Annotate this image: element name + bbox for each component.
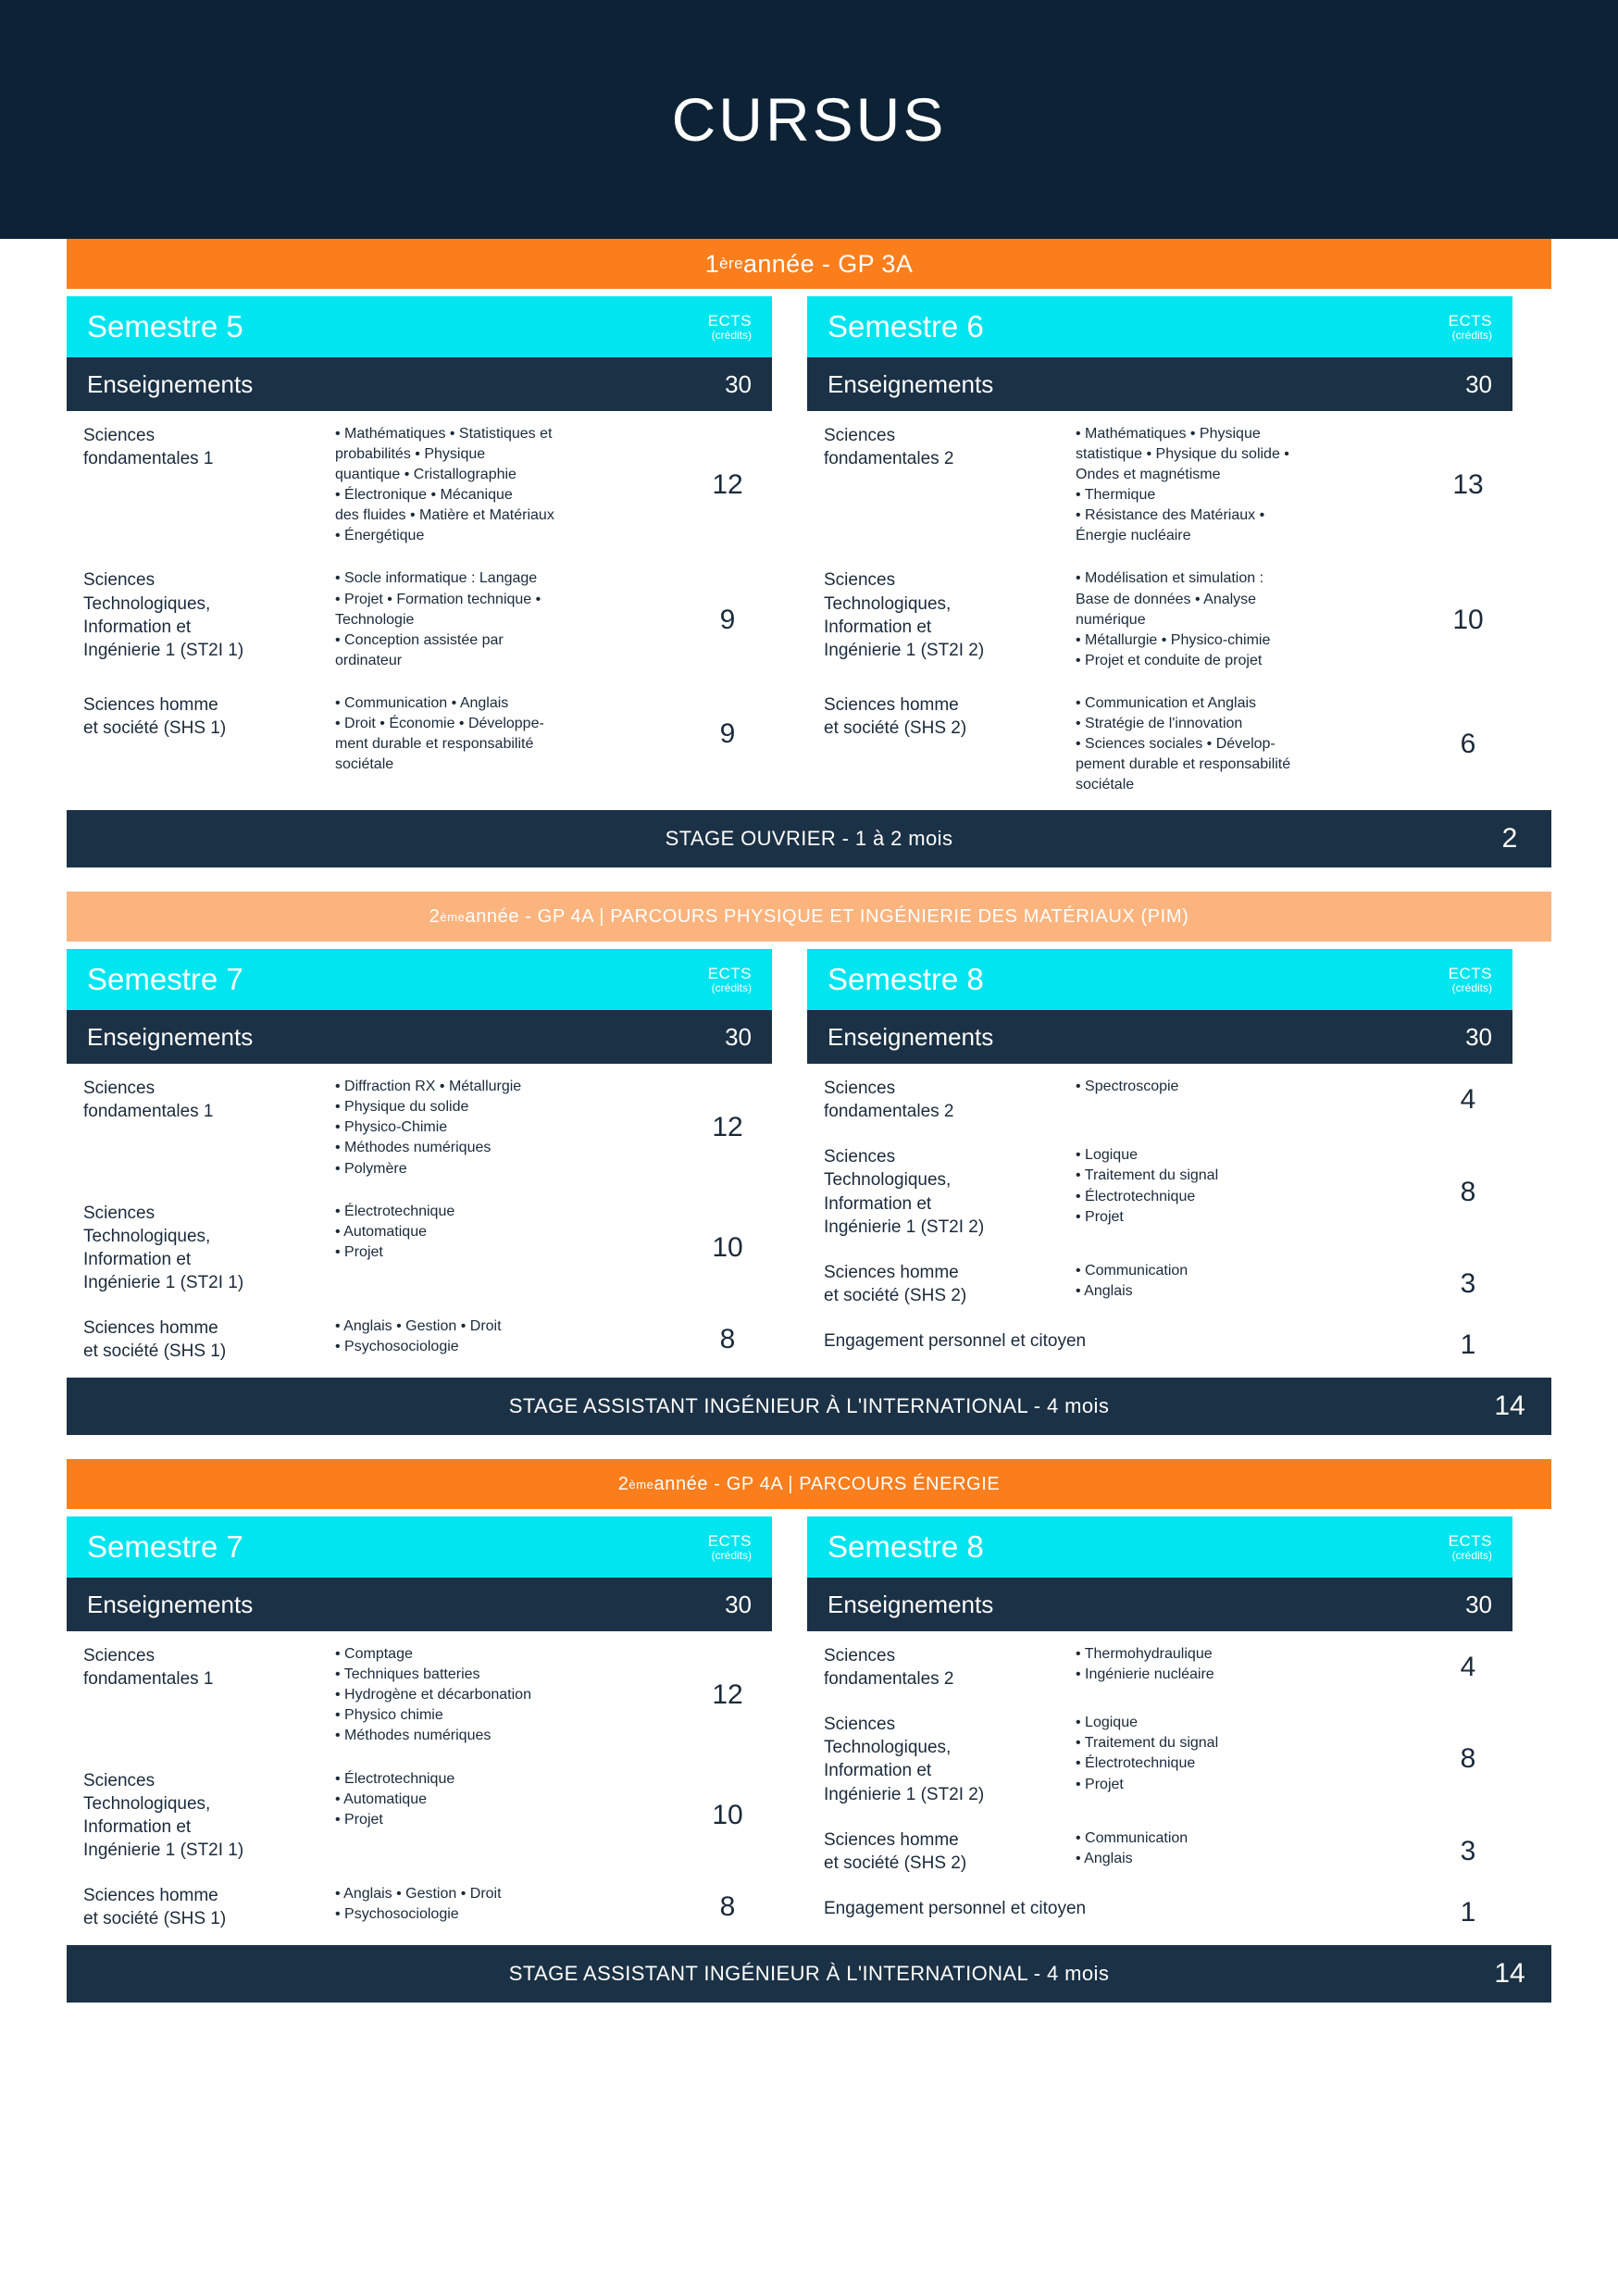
table-row xyxy=(807,1316,1512,1370)
year-banner-number: 2 xyxy=(429,905,441,927)
course-rows xyxy=(67,1631,772,1940)
teachings-total: 30 xyxy=(725,1022,752,1051)
table-row xyxy=(67,1304,772,1372)
course-category: Sciences fondamentales 2 xyxy=(824,426,954,469)
table-row xyxy=(67,1189,772,1304)
ects-label xyxy=(708,1533,752,1561)
course-rows xyxy=(807,1631,1512,1938)
teachings-label: Enseignements xyxy=(87,1590,254,1618)
stage-bar xyxy=(67,1945,1551,2003)
course-category: Sciences homme et société (SHS 2) xyxy=(824,1829,967,1873)
course-category: Sciences fondamentales 2 xyxy=(824,1646,954,1690)
teachings-header xyxy=(67,357,772,411)
semester-title: Semestre 5 xyxy=(87,309,243,343)
course-credits: 3 xyxy=(1460,1835,1476,1866)
course-credits: 12 xyxy=(712,1679,743,1711)
course-credits: 10 xyxy=(1452,604,1484,635)
stage-label: STAGE OUVRIER - 1 à 2 mois xyxy=(665,827,953,851)
semester-title: Semestre 8 xyxy=(828,1529,984,1565)
course-credits: 8 xyxy=(1460,1743,1476,1775)
table-row xyxy=(807,1816,1512,1884)
course-details: • Électrotechnique • Automatique • Projet xyxy=(335,1203,455,1260)
teachings-label: Enseignements xyxy=(828,1022,994,1051)
teachings-total: 30 xyxy=(1465,1590,1492,1618)
table-row xyxy=(807,680,1512,805)
course-category: Engagement personnel et citoyen xyxy=(824,1898,1087,1918)
course-credits: 12 xyxy=(712,1112,743,1143)
semester-title: Semestre 6 xyxy=(828,309,984,343)
table-row xyxy=(67,1756,772,1871)
course-category: Sciences fondamentales 1 xyxy=(83,1079,214,1122)
ects-label xyxy=(1449,313,1492,341)
ects-label-line1: ECTS xyxy=(707,1531,752,1550)
stage-credits: 2 xyxy=(1501,823,1518,855)
teachings-total: 30 xyxy=(1465,369,1492,398)
teachings-total: 30 xyxy=(725,369,752,398)
course-details: • Thermohydraulique • Ingénierie nucléaire xyxy=(1076,1646,1214,1683)
course-credits: 3 xyxy=(1460,1267,1476,1299)
teachings-label: Enseignements xyxy=(87,1022,254,1051)
course-category: Sciences Technologiques, Information et Ingénierie 1 (ST2I 1) xyxy=(83,570,244,660)
course-credits: 10 xyxy=(712,1799,743,1830)
semester-columns-2 xyxy=(67,1516,1551,1940)
course-details: • Modélisation et simulation : Base de données • Analyse numérique • Métallurgie • Physico-chimie • Projet et conduite de projet xyxy=(1076,570,1271,668)
table-row xyxy=(807,1884,1512,1938)
course-category: Sciences Technologiques, Information et Ingénierie 1 (ST2I 2) xyxy=(824,1147,985,1237)
course-details: • Comptage • Techniques batteries • Hydrogène et décarbonation • Physico chimie • Méthodes numériques xyxy=(335,1646,531,1744)
semester-title: Semestre 8 xyxy=(828,962,984,997)
course-details: • Communication et Anglais • Stratégie de l'innovation • Sciences sociales • Dévelop- pement durable et responsabilité sociétale xyxy=(1076,694,1291,793)
course-credits: 4 xyxy=(1460,1084,1476,1116)
course-category: Sciences Technologiques, Information et Ingénierie 1 (ST2I 1) xyxy=(83,1203,244,1292)
semester-header xyxy=(807,296,1512,357)
semester-header xyxy=(67,296,772,357)
page-title: CURSUS xyxy=(671,85,947,154)
table-row xyxy=(67,1871,772,1940)
course-credits: 13 xyxy=(1452,469,1484,501)
course-category: Sciences homme et société (SHS 2) xyxy=(824,694,967,738)
ects-label-line1: ECTS xyxy=(1448,311,1492,330)
course-credits: 9 xyxy=(719,604,736,635)
table-row xyxy=(807,1700,1512,1815)
stage-bar xyxy=(67,1378,1551,1435)
course-rows xyxy=(67,1064,772,1372)
course-category: Sciences homme et société (SHS 1) xyxy=(83,1317,227,1362)
course-rows xyxy=(807,411,1512,805)
page-header xyxy=(0,0,1618,239)
teachings-label: Enseignements xyxy=(87,369,254,398)
ects-label-line2: (crédits) xyxy=(1451,1548,1492,1562)
semester-header xyxy=(807,949,1512,1010)
sections-container xyxy=(0,239,1618,2003)
course-credits: 1 xyxy=(1460,1329,1476,1360)
year-banner-number: 1 xyxy=(704,249,720,278)
ects-label-line2: (crédits) xyxy=(711,980,752,994)
course-rows xyxy=(807,1064,1512,1370)
semester-title: Semestre 7 xyxy=(87,962,243,997)
ects-label-line2: (crédits) xyxy=(1451,328,1492,342)
table-row xyxy=(67,555,772,680)
ects-label xyxy=(1449,966,1492,993)
course-credits: 9 xyxy=(719,718,736,750)
table-row xyxy=(67,680,772,784)
teachings-total: 30 xyxy=(1465,1022,1492,1051)
table-row xyxy=(807,1132,1512,1247)
course-credits: 8 xyxy=(719,1890,736,1922)
ects-label-line2: (crédits) xyxy=(711,328,752,342)
semester-column xyxy=(807,296,1512,805)
semester-column xyxy=(67,949,772,1372)
year-banner-number: 2 xyxy=(617,1473,629,1494)
stage-bar xyxy=(67,810,1551,867)
ects-label-line2: (crédits) xyxy=(1451,980,1492,994)
year-banner-label: année - GP 4A | PARCOURS PHYSIQUE ET INGÉNIERIE DES MATÉRIAUX (PIM) xyxy=(465,905,1189,927)
course-credits: 10 xyxy=(712,1231,743,1263)
course-details: • Spectroscopie xyxy=(1076,1079,1179,1095)
year-banner-2 xyxy=(67,1459,1551,1509)
table-row xyxy=(807,1631,1512,1700)
stage-label: STAGE ASSISTANT INGÉNIEUR À L'INTERNATIONAL - 4 mois xyxy=(508,1394,1110,1418)
section-spacer xyxy=(67,1435,1551,1459)
year-banner-exponent: ème xyxy=(440,909,466,924)
stage-credits: 14 xyxy=(1494,1957,1525,1989)
year-banner-exponent: ème xyxy=(629,1477,654,1491)
course-category: Sciences fondamentales 1 xyxy=(83,1646,214,1690)
stage-label: STAGE ASSISTANT INGÉNIEUR À L'INTERNATIONAL - 4 mois xyxy=(508,1961,1110,1985)
course-category: Sciences Technologiques, Information et Ingénierie 1 (ST2I 2) xyxy=(824,570,985,660)
ects-label-line2: (crédits) xyxy=(711,1548,752,1562)
teachings-header xyxy=(67,1010,772,1064)
course-credits: 4 xyxy=(1460,1652,1476,1683)
course-rows xyxy=(67,411,772,784)
semester-title: Semestre 7 xyxy=(87,1529,243,1565)
table-row xyxy=(807,1064,1512,1132)
course-details: • Mathématiques • Physique statistique • Physique du solide • Ondes et magnétisme • Thermique • Résistance des Matériaux • Énergie nucléaire xyxy=(1076,426,1289,544)
course-details: • Communication • Anglais xyxy=(1076,1262,1189,1299)
course-credits: 6 xyxy=(1460,729,1476,760)
course-credits: 8 xyxy=(1460,1176,1476,1207)
table-row xyxy=(67,411,772,555)
course-credits: 1 xyxy=(1460,1896,1476,1928)
stage-credits: 14 xyxy=(1494,1391,1525,1422)
course-category: Sciences homme et société (SHS 1) xyxy=(83,694,227,738)
course-details: • Socle informatique : Langage • Projet • Formation technique • Technologie • Conception assistée par ordinateur xyxy=(335,570,541,668)
ects-label-line1: ECTS xyxy=(1448,1531,1492,1550)
semester-columns-0 xyxy=(67,296,1551,805)
ects-label-line1: ECTS xyxy=(707,311,752,330)
course-category: Sciences Technologiques, Information et Ingénierie 1 (ST2I 2) xyxy=(824,1715,985,1804)
table-row xyxy=(67,1631,772,1755)
course-credits: 12 xyxy=(712,469,743,501)
ects-label-line1: ECTS xyxy=(1448,965,1492,983)
teachings-total: 30 xyxy=(725,1590,752,1618)
semester-header xyxy=(807,1516,1512,1578)
semester-column xyxy=(67,1516,772,1940)
year-banner-label: année - GP 3A xyxy=(742,249,914,278)
semester-header xyxy=(67,949,772,1010)
year-banner-0 xyxy=(67,239,1551,289)
ects-label xyxy=(708,313,752,341)
table-row xyxy=(67,1064,772,1188)
teachings-header xyxy=(807,1010,1512,1064)
year-banner-1 xyxy=(67,892,1551,942)
ects-label xyxy=(1449,1533,1492,1561)
table-row xyxy=(807,411,1512,555)
course-details: • Mathématiques • Statistiques et probabilités • Physique quantique • Cristallographie • Électronique • Mécanique des fluides • Matière et Matériaux • Énergétique xyxy=(335,426,554,544)
teachings-header xyxy=(807,1578,1512,1631)
teachings-header xyxy=(67,1578,772,1631)
course-details: • Diffraction RX • Métallurgie • Physique du solide • Physico-Chimie • Méthodes numériques • Polymère xyxy=(335,1079,522,1177)
teachings-label: Enseignements xyxy=(828,1590,994,1618)
course-category: Sciences homme et société (SHS 1) xyxy=(83,1885,227,1928)
semester-column xyxy=(807,949,1512,1372)
course-details: • Logique • Traitement du signal • Électrotechnique • Projet xyxy=(1076,1147,1219,1225)
table-row xyxy=(807,1248,1512,1316)
course-details: • Anglais • Gestion • Droit • Psychosociologie xyxy=(335,1885,502,1922)
course-details: • Communication • Anglais xyxy=(1076,1829,1189,1866)
course-category: Sciences homme et société (SHS 2) xyxy=(824,1262,967,1305)
ects-label-line1: ECTS xyxy=(707,965,752,983)
course-details: • Anglais • Gestion • Droit • Psychosociologie xyxy=(335,1317,502,1355)
course-category: Sciences Technologiques, Information et Ingénierie 1 (ST2I 1) xyxy=(83,1770,244,1860)
section-spacer xyxy=(67,867,1551,892)
semester-column xyxy=(807,1516,1512,1940)
course-details: • Logique • Traitement du signal • Électrotechnique • Projet xyxy=(1076,1715,1219,1792)
ects-label xyxy=(708,966,752,993)
course-category: Sciences fondamentales 1 xyxy=(83,426,214,469)
course-details: • Communication • Anglais • Droit • Économie • Développe- ment durable et responsabilité sociétale xyxy=(335,694,544,773)
semester-columns-1 xyxy=(67,949,1551,1372)
course-category: Engagement personnel et citoyen xyxy=(824,1330,1087,1351)
year-banner-label: année - GP 4A | PARCOURS ÉNERGIE xyxy=(653,1473,1001,1494)
teachings-label: Enseignements xyxy=(828,369,994,398)
teachings-header xyxy=(807,357,1512,411)
course-details: • Électrotechnique • Automatique • Projet xyxy=(335,1770,455,1828)
semester-header xyxy=(67,1516,772,1578)
year-banner-exponent: ère xyxy=(719,255,743,272)
course-credits: 8 xyxy=(719,1324,736,1355)
course-category: Sciences fondamentales 2 xyxy=(824,1079,954,1122)
semester-column xyxy=(67,296,772,805)
table-row xyxy=(807,555,1512,680)
